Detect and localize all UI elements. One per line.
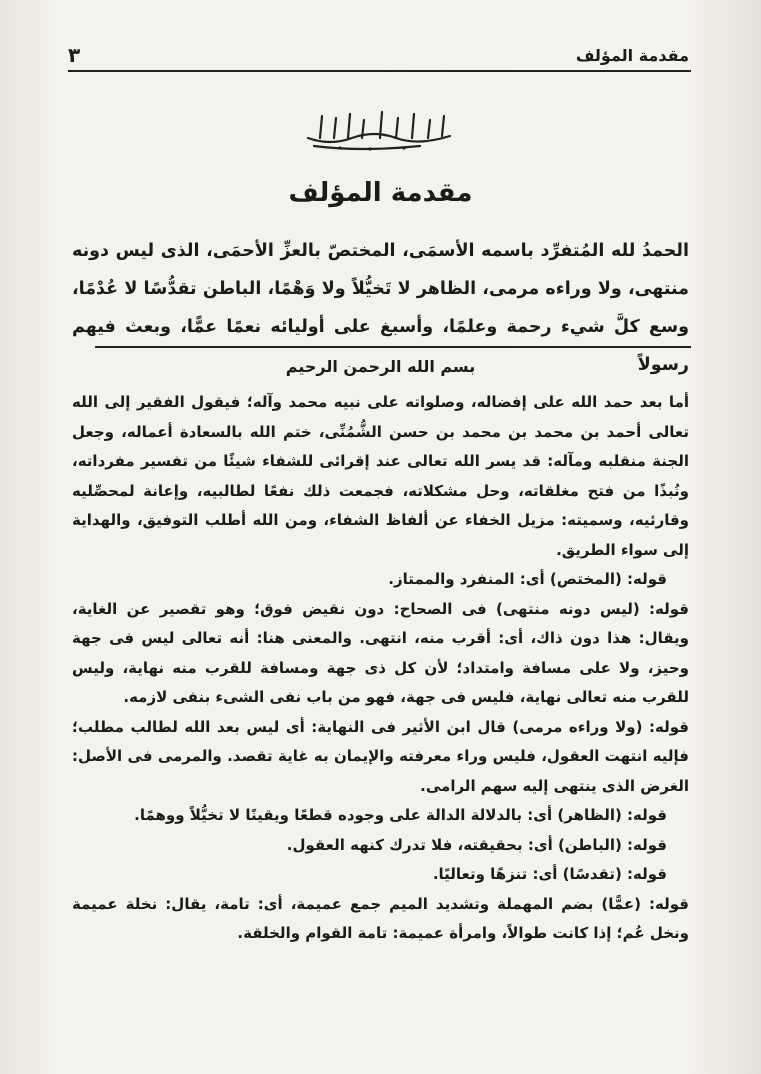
commentary-paragraph: قوله: (ليس دونه منتهى) فى الصحاح: دون نقيض فوق؛ وهو تقصير عن الغاية، ويقال: هذا دون ذاك، أى: أقرب منه، انتهى. والمعنى هنا: أنه تعالى ليس فى جهة وحيز، ولا على مسافة وامتداد؛ لأن كل ذى جهة ومسافة للقرب منه نهاية، وليس للقرب منه تعالى نهاية، فليس فى جهة، فهو من باب نفى الشىء بنفى لازمه. <box>72 599 689 706</box>
page-number: ٣ <box>68 43 81 67</box>
page-header <box>68 42 689 68</box>
basmala-calligraphy <box>300 108 460 152</box>
commentary-paragraph: قوله: (الباطن) أى: بحقيقته، فلا تدرك كنهه العقول. <box>286 835 667 854</box>
separator-rule <box>95 346 691 348</box>
commentary-paragraph: قوله: (تقدسًا) أى: تنزهًا وتعاليًا. <box>432 865 667 883</box>
commentary-paragraph: قوله: (الظاهر) أى: بالدلالة الدالة على وجوده قطعًا ويقينًا لا تخيُّلاً ووهمًا. <box>134 806 667 824</box>
commentary-paragraph: قوله: (المختص) أى: المنفرد والممتاز. <box>388 570 667 588</box>
header-rule <box>68 70 691 72</box>
commentary-basmala: بسم الله الرحمن الرحيم <box>285 357 476 376</box>
commentary-body <box>72 388 689 949</box>
commentary-paragraph: أما بعد حمد الله على إفضاله، وصلواته على نبيه محمد وآله؛ فيقول الفقير إلى الله تعالى أحمد بن محمد بن محمد بن حسن الشُّمُنِّى، ختم الله بالسعادة أعماله، وجعل الجنة منقلبه ومآله: قد يسر الله تعالى عند إقرائى للشفاء شيئًا من تفسير مفرداته، ونُبذًا من فتح مغلقاته، وحل مشكلاته، فجمعت ذلك نفعًا لطالبيه، وإعانة لمحصِّليه وقارئيه، وسميته: مزيل الخفاء عن ألفاظ الشفاء، ومن الله أطلب التوفيق، والهداية إلى سواء الطريق. <box>72 393 689 559</box>
commentary-paragraph: قوله: (ولا وراءه مرمى) قال ابن الأثير فى النهاية: أى ليس بعد الله لطالب مطلب؛ فإليه انتهت العقول، فليس وراء معرفته والإيمان به غاية تقصد. والمرمى فى الأصل: الغرض الذى ينتهى إليه سهم الرامى. <box>72 717 689 795</box>
intro-paragraph: الحمدُ لله المُتفرِّد باسمه الأسمَى، المختصّ بالعزِّ الأحمَى، الذى ليس دونه منتهى، ولا وراءه مرمى، الظاهر لا تَخيُّلاً ولا وَهْمًا، الباطن تقدُّسًا لا عُدْمًا، وسع كلَّ شيء رحمة وعلمًا، وأسبغ على أوليائه نعمًا عمًّا، وبعث فيهم رسولاً <box>72 241 689 375</box>
commentary-paragraph: قوله: (عمًّا) بضم المهملة وتشديد الميم جمع عميمة، أى: تامة، يقال: نخلة عميمة ونخل عُم؛ إذا كانت طوالاً، وامرأة عميمة: تامة القوام والخلقة. <box>72 894 689 942</box>
chapter-title: مقدمة المؤلف <box>288 178 473 208</box>
running-title: مقدمة المؤلف <box>575 45 689 65</box>
